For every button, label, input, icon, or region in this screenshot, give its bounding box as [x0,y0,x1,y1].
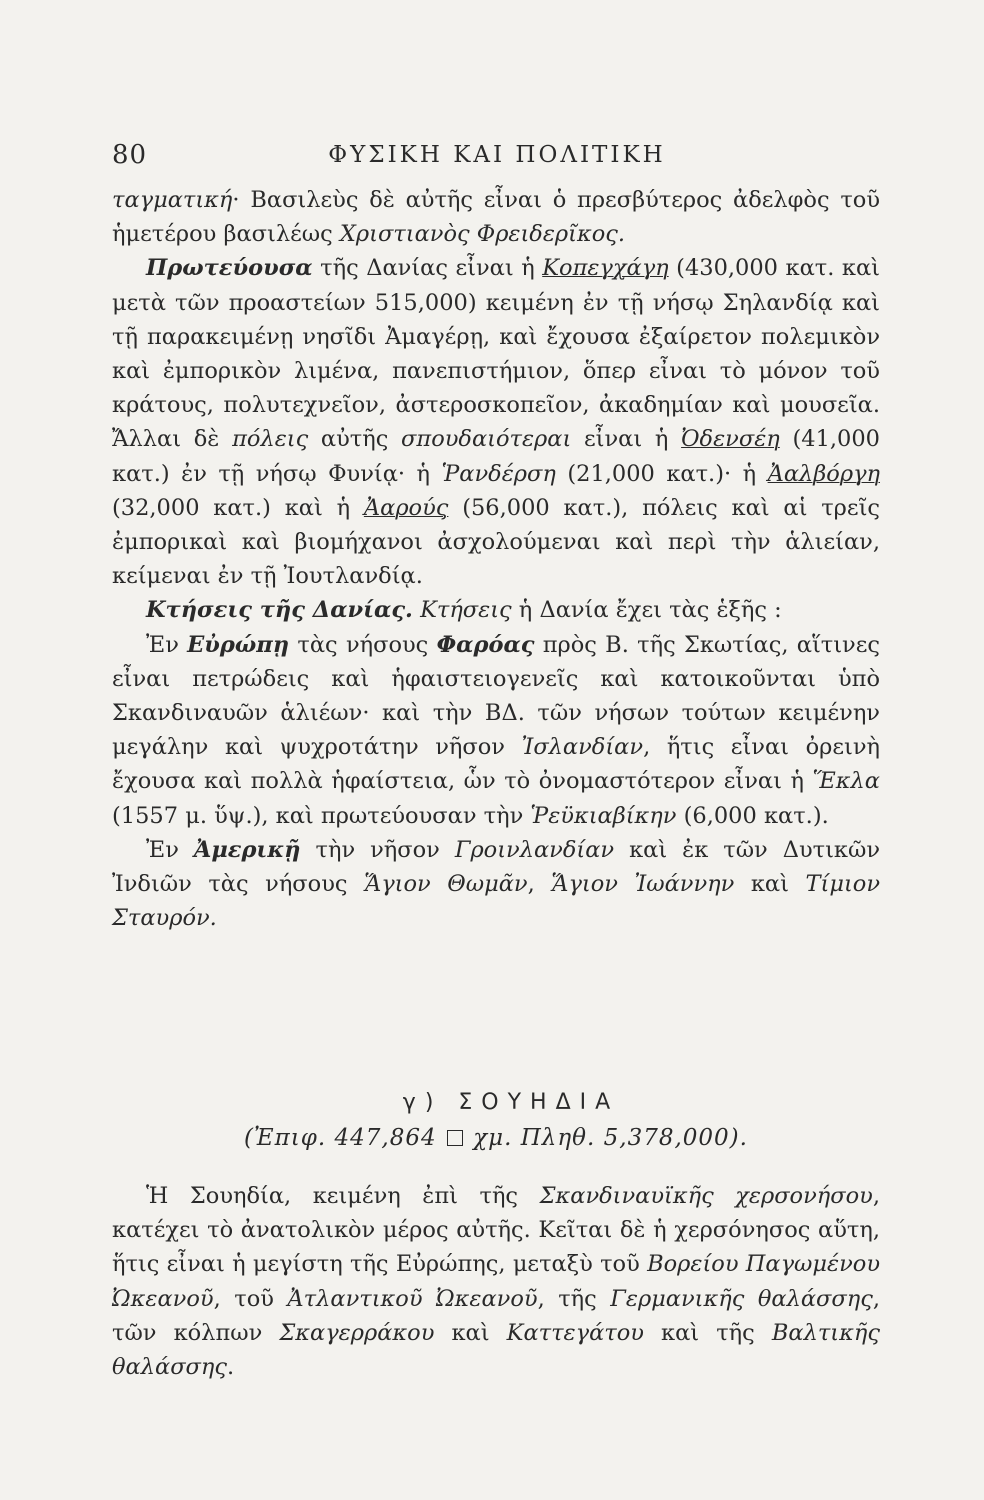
page-header [112,140,882,180]
section-heading: γ) ΣΟΥΗΔΙΑ [402,1090,620,1115]
paragraph-sweden-location: Ἡ Σουηδία, κειμένη ἐπὶ τῆς Σκανδιναυϊκῆς χερσονήσου, κατέχει τὸ ἀνατολικὸν μέρος αὐτῆς. Κεῖται δὲ ἡ χερσόνησος αὕτη, ἥτις εἶναι ἡ μεγίστη τῆς Εὐρώπης, μεταξὺ τοῦ Βορείου Παγωμένου Ὠκεανοῦ, τοῦ Ἀτλαντικοῦ Ὠκεανοῦ, τῆς Γερμανικῆς θαλάσσης, τῶν κόλπων Σκαγερράκου καὶ Καττεγάτου καὶ τῆς Βαλτικῆς θαλάσσης. [112,1183,880,1381]
paragraph-europe: Ἐν Εὐρώπῃ τὰς νήσους Φαρόας πρὸς Β. τῆς Σκωτίας, αἵτινες εἶναι πετρώδεις καὶ ἡφαιστειογενεῖς καὶ κατοικοῦνται ὑπὸ Σκανδιναυῶν ἁλιέων· καὶ τὴν ΒΔ. τῶν νήσων τούτων κειμένην μεγάλην καὶ ψυχροτάτην νῆσον Ἰσλανδίαν, ἥτις εἶναι ὀρεινὴ ἔχουσα καὶ πολλὰ ἡφαίστεια, ὧν τὸ ὀνομαστότερον εἶναι ἡ Ἕκλα (1557 μ. ὕψ.), καὶ πρωτεύουσαν τὴν Ῥεϋκιαβίκην (6,000 κατ.). [112,631,880,829]
paragraph-capital: Πρωτεύουσα τῆς Δανίας εἶναι ἡ Κοπεγχάγη (430,000 κατ. καὶ μετὰ τῶν προαστείων 515,000) κειμένη ἐν τῇ νήσῳ Σηλανδίᾳ καὶ τῇ παρακειμένῃ νησῖδι Ἀμαγέρῃ, καὶ ἔχουσα ἐξαίρετον πολεμικὸν καὶ ἐμπορικὸν λιμένα, πανεπιστήμιον, ὅπερ εἶναι τὸ μόνον τοῦ κράτους, πολυτεχνεῖον, ἀστεροσκοπεῖον, ἀκαδημίαν καὶ μουσεῖα. Ἄλλαι δὲ πόλεις αὐτῆς σπουδαιότεραι εἶναι ἡ Ὀδενσέη (41,000 κατ.) ἐν τῇ νήσῳ Φυνίᾳ· ἡ Ῥανδέρση (21,000 κατ.)· ἡ Ἀαλβόργη (32,000 κατ.) καὶ ἡ Ἀαρούς (56,000 κατ.), πόλεις καὶ αἱ τρεῖς ἐμπορικαὶ καὶ βιομήχανοι ἀσχολούμεναι καὶ περὶ τὴν ἁλιείαν, κείμεναι ἐν τῇ Ἰουτλανδίᾳ. [112,255,881,590]
sweden-text [112,1179,880,1384]
page-number: 80 [112,140,148,170]
running-title: ΦΥΣΙΚΗ ΚΑΙ ΠΟΛΙΤΙΚΗ [328,142,666,168]
paragraph-america: Ἐν Ἀμερικῇ τὴν νῆσον Γροινλανδίαν καὶ ἐκ τῶν Δυτικῶν Ἰνδιῶν τὰς νήσους Ἅγιον Θωμᾶν, Ἅγιον Ἰωάννην καὶ Τίμιον Σταυρόν. [112,836,880,932]
square-symbol-icon [447,1130,463,1146]
denmark-text [112,183,880,935]
paragraph-king: ταγματική· Βασιλεὺς δὲ αὐτῆς εἶναι ὁ πρεσβύτερος ἀδελφὸς τοῦ ἡμετέρου βασιλέως Χριστιανὸς Φρειδερῖκος. [112,187,880,248]
paragraph-possessions-heading: Κτήσεις τῆς Δανίας. Κτήσεις ἡ Δανία ἔχει τὰς ἑξῆς : [146,597,782,624]
area-population-line: (Ἐπιφ. 447,864 χμ. Πληθ. 5,378,000). [244,1125,748,1151]
sweden-section [112,1090,880,1384]
